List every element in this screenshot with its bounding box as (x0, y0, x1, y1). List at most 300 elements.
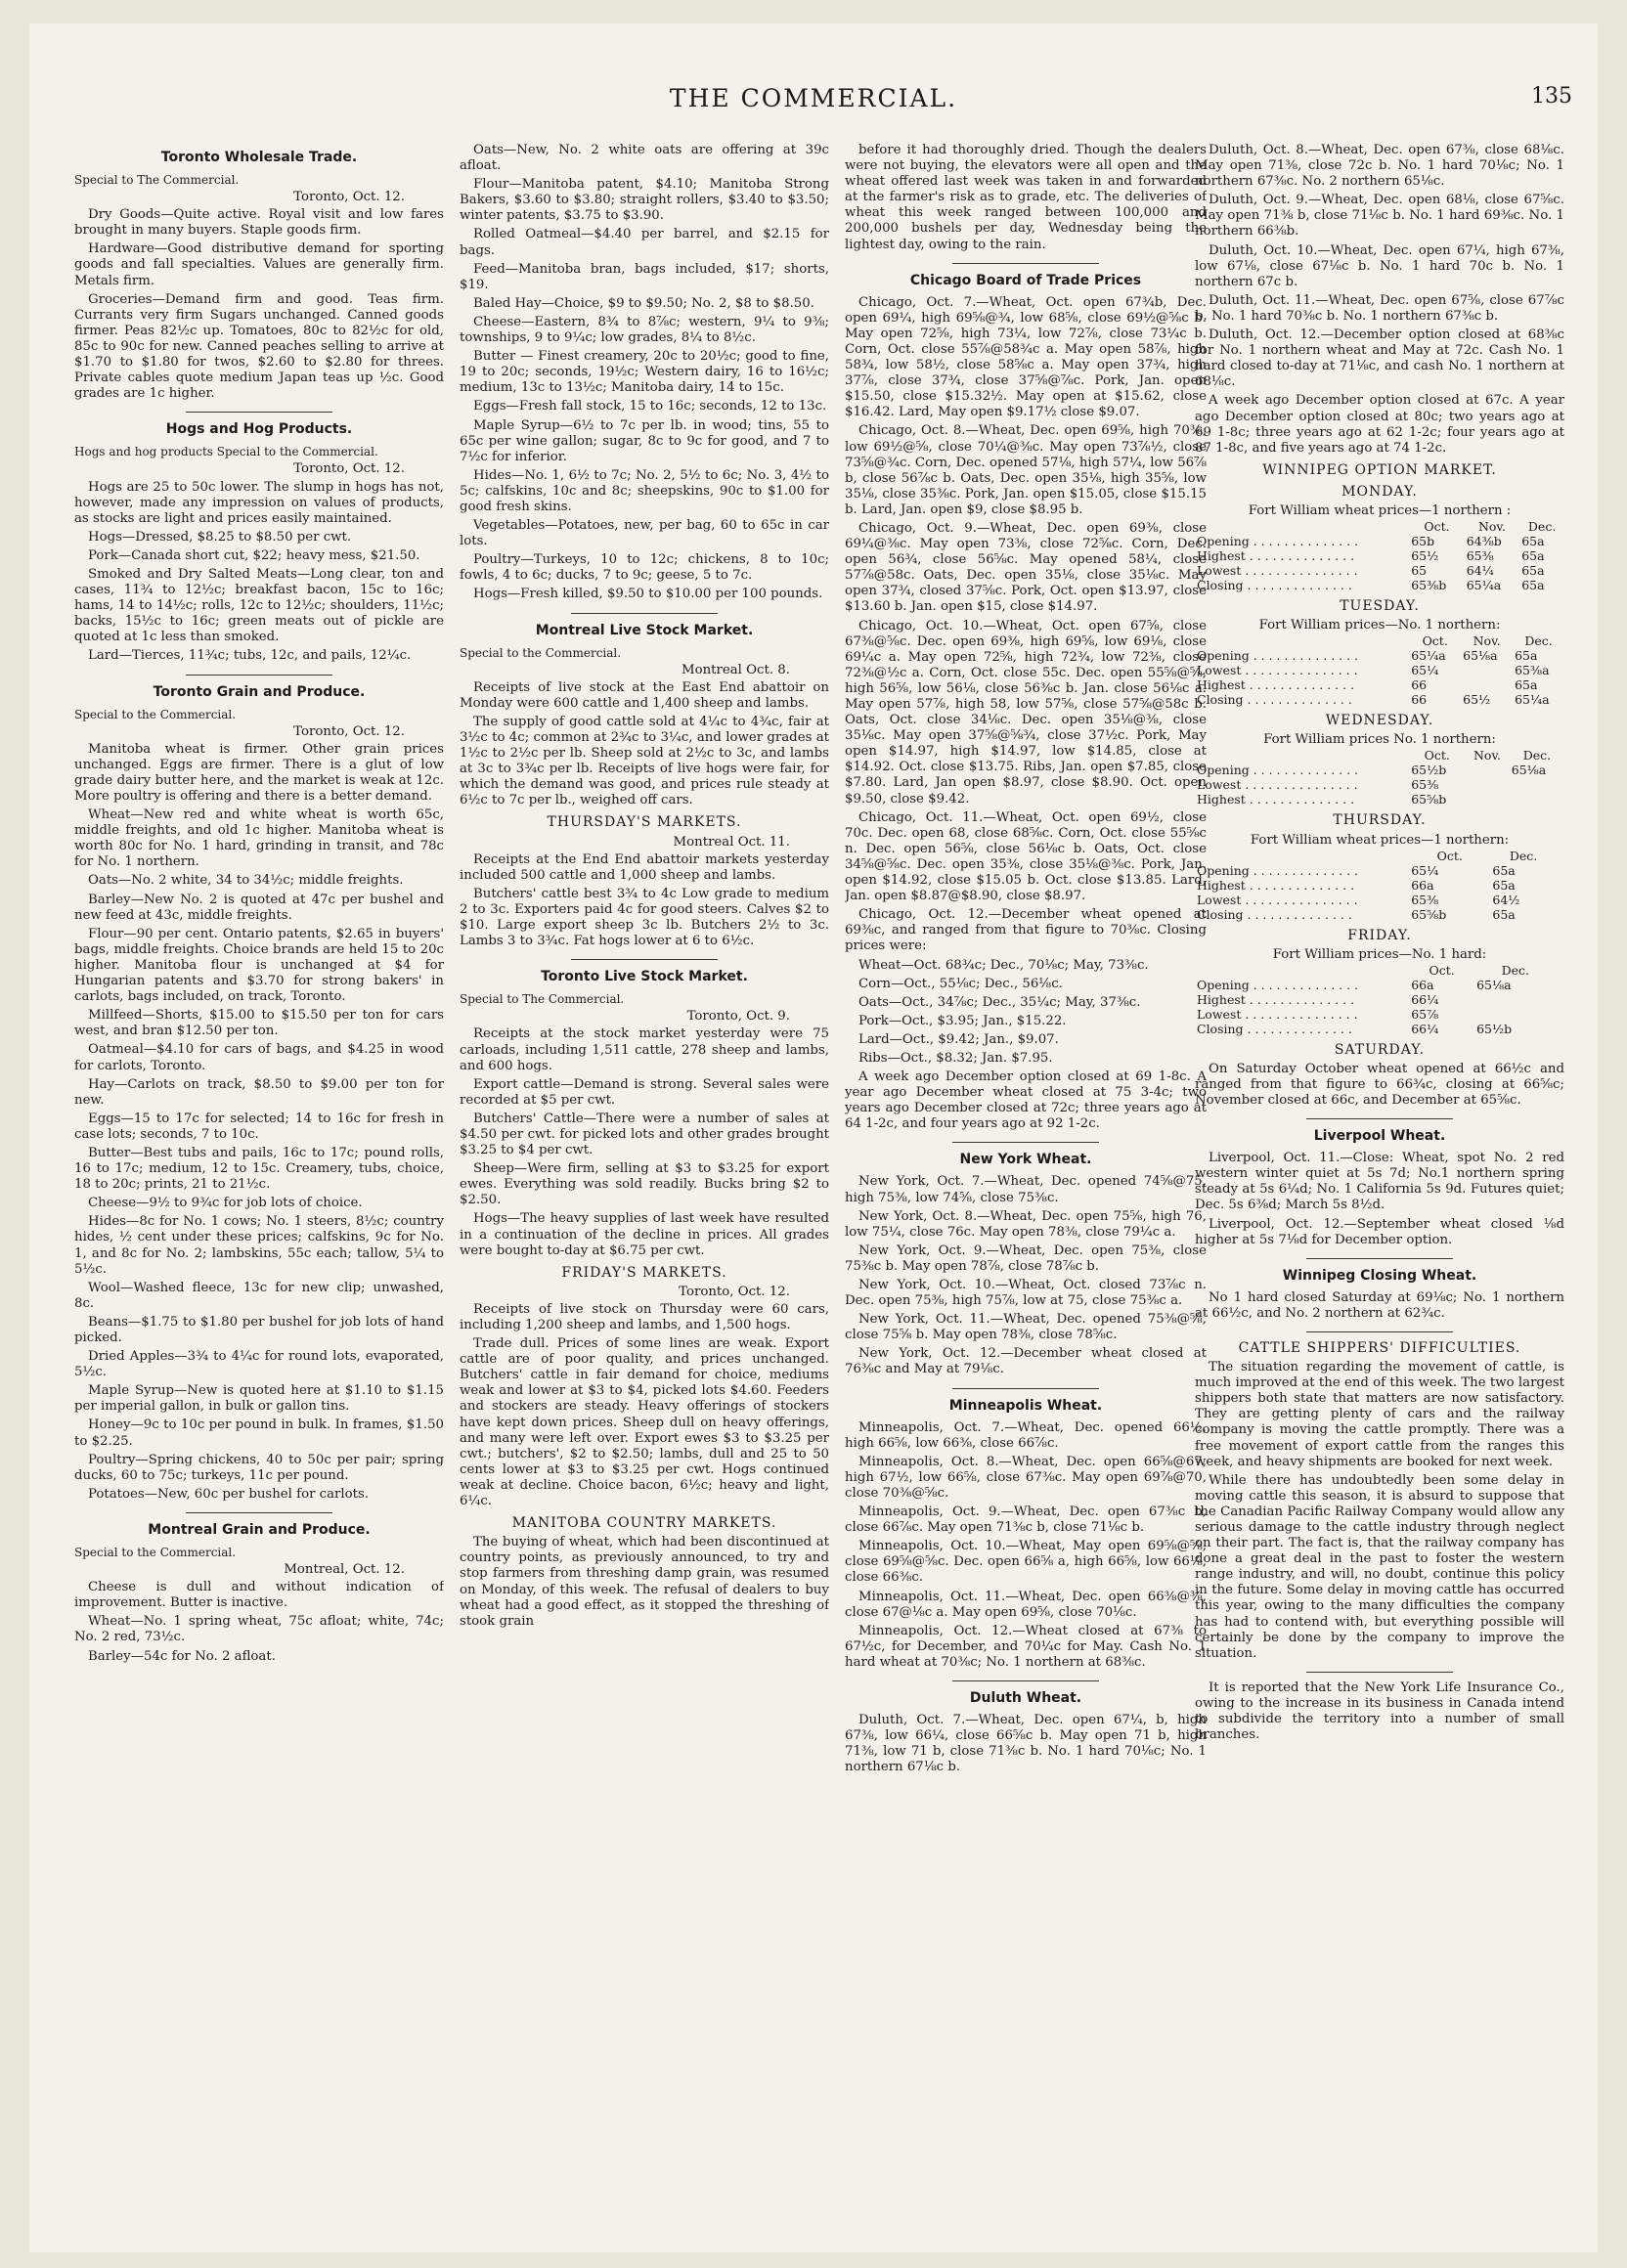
price-cell: 65a (1492, 906, 1516, 922)
column-4 (1195, 143, 1564, 2230)
divider (952, 1142, 1099, 1143)
article-paragraph: New York, Oct. 7.—Wheat, Dec. opened 74⅝@75, high 75⅜, low 74⅝, close 75⅜c. (845, 1174, 1207, 1205)
article-paragraph: Butchers' cattle best 3¾ to 4c Low grade to medium 2 to 3c. Exporters paid 4c for good steers. Calves $2 to $10. Large export sheep 3c lb. Butchers 2½ to 3c. Lambs 3 to 3¾c. Fat hogs lower at 6 to 6½c. (460, 886, 829, 949)
article-paragraph: New York, Oct. 11.—Wheat, Dec. opened 75⅜@⅝, close 75⅝ b. May open 78⅜, close 78⅝c. (845, 1312, 1207, 1343)
price-cell: 65⅜ (1466, 548, 1494, 564)
article-paragraph: Feed—Manitoba bran, bags included, $17; shorts, $19. (460, 261, 829, 292)
page-number: 135 (1531, 84, 1572, 109)
price-row (1195, 663, 1564, 677)
article-paragraph: Cheese—9½ to 9¾c for job lots of choice. (88, 1196, 363, 1211)
column-header: Nov. (1473, 633, 1501, 649)
price-cell (1510, 777, 1564, 792)
price-cell: 65⅝b (1411, 906, 1447, 922)
price-table-header (1195, 849, 1564, 863)
price-cell (1557, 878, 1564, 893)
article-winnipeg-option-market (1195, 462, 1564, 1109)
article-paragraph: Pork—Canada short cut, $22; heavy mess, $21.50. (88, 547, 420, 563)
article-paragraph: Minneapolis, Oct. 12.—Wheat closed at 67⅜ to 67½c, for December, and 70¼c for May. Cash No. 1 hard wheat at 70⅜c; No. 1 northern at 68⅜c. (845, 1623, 1207, 1670)
price-cell: 66a (1411, 877, 1434, 893)
article-paragraph: New York, Oct. 10.—Wheat, Oct. closed 73⅞c n. Dec. open 75⅜, high 75⅞, low at 75, close 75⅜c a. (845, 1278, 1207, 1309)
article-body (74, 480, 444, 665)
price-cell: 65¼a (1515, 692, 1550, 708)
article-body (460, 143, 829, 603)
column-header: Dec. (1509, 848, 1538, 863)
price-row (1195, 763, 1564, 777)
price-cell: 65⅛a (1511, 763, 1547, 778)
divider (186, 1512, 332, 1513)
article-byline: Hogs and hog products Special to the Commercial. (74, 445, 378, 459)
price-row (1195, 548, 1564, 563)
article-heading: Toronto Wholesale Trade. (160, 150, 358, 165)
price-cell: 65⅜b (1411, 578, 1447, 593)
article-paragraph: Duluth, Oct. 10.—Wheat, Dec. open 67¼, high 67⅜, low 67⅛, close 67⅛c b. No. 1 hard 70c b. No. 1 northern 67c b. (1195, 242, 1564, 289)
price-cell: 65¼ (1411, 663, 1439, 678)
article-toronto-wholesale (74, 149, 444, 402)
price-cell: 65⅜a (1515, 663, 1550, 678)
article-heading: Montreal Live Stock Market. (535, 622, 754, 638)
price-cell: 66a (1411, 977, 1434, 992)
article-paragraph: A week ago December option closed at 69 1-8c. A year ago December wheat closed at 75 3-4c; two years ago December closed at 72c; three years ago at 64 1-2c, and four years ago at 92 1-2c. (845, 1069, 1207, 1132)
article-paragraph: Cheese—Eastern, 8¾ to 8⅞c; western, 9¼ to 9⅜; townships, 9 to 9¼c; low grades, 8¼ to 8½c. (460, 314, 829, 346)
article-paragraph: Corn—Oct., 55⅛c; Dec., 56⅛c. (858, 976, 1063, 991)
price-row (1195, 878, 1564, 893)
price-cell: 65¼a (1466, 578, 1502, 593)
article-heading: Winnipeg Closing Wheat. (1282, 1267, 1477, 1284)
price-caption: Fort William prices No. 1 northern: (1263, 732, 1496, 748)
divider (1306, 1118, 1453, 1119)
article-paragraph: Butchers' Cattle—There were a number of sales at $4.50 per cwt. for picked lots and other grades brought $3.25 to $4 per cwt. (460, 1111, 829, 1158)
article-paragraph: The supply of good cattle sold at 4¼c to 4¾c, fair at 3½c to 4c; common at 2¾c to 3¼c, and lower grades at 1½c to 2½c per lb. Sheep sold at 2½c to 3c, and lambs at 3c to 3¾c per lb. Receipts of live hogs were fair, for which the demand was good, and prices rule steady at 6½c to 7c per lb., weighed off cars. (460, 714, 829, 808)
article-heading: Chicago Board of Trade Prices (909, 272, 1142, 288)
price-cell (1474, 1007, 1557, 1022)
article-paragraph: Hides—No. 1, 6½ to 7c; No. 2, 5½ to 6c; No. 3, 4½ to 5c; calfskins, 10c and 8c; sheepskins, 90c to $1.00 for good fresh skins. (460, 467, 829, 514)
article-cattle-shippers (1195, 1340, 1564, 1662)
article-byline: Special to the Commercial. (74, 1545, 237, 1559)
price-cell: 65⅛a (1463, 648, 1498, 664)
row-label: Lowest . . . . . . . . . . . . . . . (1197, 777, 1358, 793)
article-dateline: Montreal Oct. 8. (682, 662, 790, 677)
article-paragraph: before it had thoroughly dried. Though the dealers were not buying, the elevators were all open and the wheat offered last week was taken in and forwarded at the farmer's risk as to grade, etc. The deliveries of wheat this week ranged between 100,000 and 200,000 bushels per day, Wednesday being the lightest day, owing to the rain. (845, 143, 1207, 252)
article-paragraph: New York, Oct. 8.—Wheat, Dec. open 75⅝, high 76, low 75¼, close 76c. May open 78⅜, close 79¼c a. (845, 1208, 1207, 1240)
price-cell: 66 (1411, 677, 1428, 693)
article-paragraph: Millfeed—Shorts, $15.00 to $15.50 per ton for cars west, and bran $12.50 per ton. (74, 1008, 444, 1039)
price-cell: 64⅜b (1466, 534, 1502, 549)
article-paragraph: Oats—No. 2 white, 34 to 34½c; middle freights. (88, 873, 404, 889)
price-cell (1461, 677, 1513, 692)
price-table-header (1195, 519, 1564, 534)
price-cell: 64½ (1492, 892, 1520, 907)
article-paragraph: Duluth, Oct. 12.—December option closed at 68⅜c for No. 1 northern wheat and May at 72c. Cash No. 1 hard closed to-day at 71⅛c, and cash No. 1 northern at 68⅛c. (1195, 327, 1564, 390)
article-paragraph: Lard—Oct., $9.42; Jan., $9.07. (858, 1031, 1059, 1047)
article-paragraph: Receipts of live stock at the East End abattoir on Monday were 600 cattle and 1,400 sheep and lambs. (460, 679, 829, 711)
article-montreal-grain-continued (460, 143, 829, 603)
price-table-header (1195, 963, 1564, 978)
price-cell: 65⅞ (1411, 1006, 1439, 1022)
article-paragraph: Eggs—15 to 17c for selected; 14 to 16c for fresh in case lots; seconds, 7 to 10c. (74, 1111, 444, 1142)
price-cell: 65a (1521, 534, 1545, 549)
article-paragraph: Export cattle—Demand is strong. Several sales were recorded at $5 per cwt. (460, 1076, 829, 1108)
header-spacer (1195, 849, 1409, 863)
column-header: Dec. (1527, 519, 1557, 535)
price-cell: 66 (1411, 692, 1428, 708)
article-body (1195, 1360, 1564, 1662)
article-heading: MANITOBA COUNTRY MARKETS. (511, 1515, 777, 1532)
article-paragraph: Dry Goods—Quite active. Royal visit and low fares brought in many buyers. Staple goods firm. (74, 207, 444, 239)
row-label: Opening . . . . . . . . . . . . . . (1197, 534, 1359, 549)
article-paragraph: Barley—New No. 2 is quoted at 47c per bushel and new feed at 43c, middle freights. (74, 892, 444, 923)
article-dateline: Toronto, Oct. 12. (293, 723, 405, 739)
price-table (1195, 849, 1564, 922)
article-paragraph: Hay—Carlots on track, $8.50 to $9.00 per ton for new. (74, 1076, 444, 1108)
article-paragraph: Hogs are 25 to 50c lower. The slump in hogs has not, however, made any impression on values of products, as stocks are light and prices easily maintained. (74, 479, 444, 526)
article-dateline: Montreal Oct. 11. (673, 834, 790, 850)
divider (571, 613, 718, 614)
article-byline: Special to the Commercial. (74, 707, 237, 721)
price-row (1195, 907, 1564, 922)
article-duluth-wheat (845, 1689, 1207, 1775)
price-caption: Fort William prices—No. 1 hard: (1272, 946, 1487, 962)
article-paragraph: Butter—Best tubs and pails, 16c to 17c; pound rolls, 16 to 17c; medium, 12 to 15c. Creamery, tubs, choice, 18 to 20c; prints, 21 to 21½c. (74, 1145, 444, 1193)
article-minneapolis-wheat (845, 1397, 1207, 1671)
price-cell (1557, 1007, 1564, 1022)
article-paragraph: Barley—54c for No. 2 afloat. (88, 1648, 276, 1664)
article-paragraph: Hogs—The heavy supplies of last week have resulted in a continuation of the decline in prices. All grades were bought to-day at $6.75 per cwt. (460, 1211, 829, 1258)
article-body (460, 852, 829, 950)
row-label: Closing . . . . . . . . . . . . . . (1197, 692, 1352, 708)
article-byline: Special to the Commercial. (460, 645, 622, 660)
price-row (1195, 777, 1564, 792)
price-row (1195, 792, 1564, 807)
divider (186, 675, 332, 676)
article-paragraph: The situation regarding the movement of cattle, is much improved at the end of this week. The two largest shippers both state that matters are now satisfactory. They are getting plenty of cars and the railway company is moving the cattle promptly. There was a free movement of export cattle from the ranges this week, and heavy shipments are booked for next week. (1195, 1360, 1564, 1469)
article-chicago (845, 272, 1207, 1133)
article-paragraph: Chicago, Oct. 10.—Wheat, Oct. open 67⅝, close 67⅜@⅝c. Dec. open 69⅜, high 69⅝, low 69⅛, close 69¼c a. May open 72⅝, high 72¾, low 72⅜, close 72⅜@½c a. Corn, Oct. close 55c. Dec. open 55⅝@⅝, high 56⅝, low 56⅛, close 56⅜c b. Jan. close 56⅛c a. May open 57⅞, high 58, low 57⅝, close 57⅝@58c b. Oats, Oct. close 34⅛c. Dec. open 35⅛@⅜, close 35⅛c. May open 37⅝@⅝¾, close 37½c. Pork, May open $14.97, high $14.97, low $14.85, close at $14.92. Oct. close $13.75. Ribs, Jan. open $7.85, close $7.80. Lard, Jan open $8.97, close $8.90. Oct. open $9.50, close $9.42. (845, 618, 1207, 807)
article-paragraph: Hogs—Fresh killed, $9.50 to $10.00 per 100 pounds. (473, 587, 823, 602)
row-label: Closing . . . . . . . . . . . . . . (1197, 906, 1352, 922)
article-body (460, 680, 829, 809)
column-header: Dec. (1524, 633, 1553, 649)
price-row (1195, 578, 1564, 592)
article-paragraph: Maple Syrup—6½ to 7c per lb. in wood; tins, 55 to 65c per wine gallon; sugar, 8c to 9c for good, and 7 to 7½c for inferior. (460, 417, 829, 464)
row-label: Lowest . . . . . . . . . . . . . . . (1197, 663, 1358, 678)
row-label: Closing . . . . . . . . . . . . . . (1197, 578, 1352, 593)
price-row (1195, 978, 1564, 992)
price-row (1195, 1022, 1564, 1036)
article-paragraph: Eggs—Fresh fall stock, 15 to 16c; seconds, 12 to 13c. (473, 399, 827, 414)
article-hogs (74, 420, 444, 664)
column-1 (74, 143, 444, 2230)
price-cell: 65⅝b (1411, 792, 1447, 807)
article-paragraph: Liverpool, Oct. 11.—Close: Wheat, spot No. 2 red western winter quiet at 5s 7d; No.1 northern spring steady at 5s 6¼d; No. 1 California 5s 9d. Futures quiet; Dec. 5s 6⅜d; March 5s 8½d. (1195, 1151, 1564, 1213)
article-manitoba-continued (845, 143, 1207, 253)
price-cell: 66¼ (1411, 1021, 1439, 1036)
price-cell: 65⅜ (1411, 892, 1439, 907)
column-header: Oct. (1436, 848, 1463, 863)
price-cell: 65½ (1463, 692, 1491, 708)
price-row (1195, 677, 1564, 692)
column-header: Dec. (1522, 748, 1552, 763)
subheading: FRIDAY'S MARKETS. (561, 1264, 727, 1281)
article-winnipeg-closing-wheat (1195, 1267, 1564, 1322)
article-paragraph: Flour—Manitoba patent, $4.10; Manitoba Strong Bakers, $3.60 to $3.80; straight rollers, $3.40 to $3.50; winter patents, $3.75 to $3.90. (460, 177, 829, 224)
article-body (1195, 1151, 1564, 1248)
divider (1306, 1331, 1453, 1332)
day-heading: WEDNESDAY. (1325, 713, 1434, 729)
article-paragraph: Baled Hay—Choice, $9 to $9.50; No. 2, $8 to $8.50. (473, 295, 814, 311)
price-cell: 64¼ (1466, 563, 1494, 579)
divider (952, 263, 1099, 264)
article-body (74, 742, 444, 1503)
divider (1306, 1672, 1453, 1673)
article-paragraph: Beans—$1.75 to $1.80 per bushel for job lots of hand picked. (74, 1314, 444, 1345)
article-paragraph: Minneapolis, Oct. 9.—Wheat, Dec. open 67⅜c b, close 66⅞c. May open 71⅜c b, close 71⅛c b. (845, 1505, 1207, 1536)
price-cell (1557, 1022, 1564, 1036)
price-row (1195, 893, 1564, 907)
column-header: Dec. (1501, 962, 1530, 978)
article-paragraph: Poultry—Turkeys, 10 to 12c; chickens, 8 to 10c; fowls, 4 to 6c; ducks, 7 to 9c; geese, 5 to 7c. (460, 552, 829, 584)
price-cell (1465, 763, 1510, 777)
column-header: Oct. (1429, 962, 1455, 978)
divider (186, 412, 332, 413)
divider (571, 959, 718, 960)
price-cell: 65a (1521, 548, 1545, 564)
article-heading: Hogs and Hog Products. (165, 421, 353, 438)
price-cell: 65a (1521, 563, 1545, 579)
article-heading: Duluth Wheat. (969, 1689, 1082, 1706)
row-label: Highest . . . . . . . . . . . . . . (1197, 677, 1355, 693)
article-paragraph: Wheat—No. 1 spring wheat, 75c afloat; white, 74c; No. 2 red, 73½c. (74, 1614, 444, 1645)
article-dateline: Toronto, Oct. 9. (686, 1009, 790, 1025)
row-label: Highest . . . . . . . . . . . . . . (1197, 548, 1355, 564)
article-paragraph: Minneapolis, Oct. 11.—Wheat, Dec. open 66⅜@⅜, close 67@⅛c a. May open 69⅝, close 70⅛c. (845, 1589, 1207, 1620)
article-body (1195, 143, 1564, 457)
article-dateline: Montreal, Oct. 12. (284, 1562, 405, 1578)
article-paragraph: Oats—New, No. 2 white oats are offering at 39c afloat. (460, 143, 829, 174)
day-heading: TUESDAY. (1340, 598, 1420, 615)
article-paragraph: While there has undoubtedly been some delay in moving cattle this season, it is absurd to suppose that the Canadian Pacific Railway Company would allow any serious damage to the cattle industry through neglect on their part. The fact is, that the railway company has done a great deal in the past to foster the western range industry, and will, no doubt, continue this policy in the future. Some delay in moving cattle has occurred this year, owing to the many difficulties the company has had to contend with, but everything possible will certainly be done by the company to improve the situation. (1195, 1472, 1564, 1661)
article-paragraph: Pork—Oct., $3.95; Jan., $15.22. (858, 1013, 1067, 1028)
row-label: Opening . . . . . . . . . . . . . . (1197, 763, 1359, 778)
article-paragraph: A week ago December option closed at 67c. A year ago December option closed at 80c; two years ago at 69 1-8c; three years ago at 62 1-2c; four years ago at 87 1-8c, and five years ago at 74 1-2c. (1195, 393, 1564, 456)
price-cell (1510, 792, 1564, 807)
article-toronto-live-stock (460, 968, 829, 1509)
price-cell (1557, 978, 1564, 992)
row-label: Opening . . . . . . . . . . . . . . (1197, 862, 1359, 878)
row-label: Opening . . . . . . . . . . . . . . (1197, 648, 1359, 664)
article-duluth-continued (1195, 143, 1564, 457)
article-heading: Toronto Grain and Produce. (153, 683, 366, 700)
article-paragraph: Lard—Tierces, 11¾c; tubs, 12c, and pails, 12¼c. (88, 648, 412, 664)
article-body (845, 1420, 1207, 1671)
article-byline: Special to The Commercial. (460, 992, 625, 1007)
article-paragraph: Chicago, Oct. 8.—Wheat, Dec. open 69⅝, high 70⅜, low 69½@⅝, close 70¼@⅜c. May open 73⅞½, close 73⅝@¾c. Corn, Dec. opened 57⅛, high 57¼, low 56⅞ b, close 56⅞c b. Oats, Dec. open 35⅛, high 35⅝, low 35⅛, close 35⅜c. Pork, Jan. open $15.05, close $15.15 b. Lard, Jan. open $9, close $8.95 b. (845, 423, 1207, 517)
article-body (460, 1302, 829, 1509)
article-body (845, 1713, 1207, 1775)
article-paragraph: Hides—8c for No. 1 cows; No. 1 steers, 8½c; country hides, ½ cent under these prices; calfskins, 9c for No. 1, and 8c for No. 2; lambskins, 55c each; tallow, 5¼ to 5½c. (74, 1214, 444, 1277)
price-cell: 65¼ (1411, 862, 1439, 878)
article-paragraph: The buying of wheat, which had been discontinued at country points, as previously announced, to try and stop farmers from threshing damp grain, was resumed on Monday, of this week. The refusal of dealers to buy wheat had a good effect, as it stopped the threshing of stook grain (460, 1535, 829, 1629)
article-paragraph: Oats—Oct., 34⅞c; Dec., 35¼c; May, 37⅜c. (858, 994, 1141, 1010)
article-paragraph: Chicago, Oct. 12.—December wheat opened at 69⅜c, and ranged from that figure to 70⅜c. Closing prices were: (845, 907, 1207, 954)
article-paragraph: Receipts at the stock market yesterday were 75 carloads, including 1,511 cattle, 278 sheep and lambs, and 600 hogs. (460, 1026, 829, 1073)
article-paragraph: Rolled Oatmeal—$4.40 per barrel, and $2.15 for bags. (460, 227, 829, 258)
article-paragraph: New York, Oct. 12.—December wheat closed at 76⅜c and May at 79⅛c. (845, 1346, 1207, 1377)
header-spacer (1195, 748, 1409, 763)
article-paragraph: Honey—9c to 10c per pound in bulk. In frames, $1.50 to $2.25. (74, 1418, 444, 1449)
article-heading: Minneapolis Wheat. (948, 1397, 1103, 1414)
article-paragraph: Wheat—New red and white wheat is worth 65c, middle freights, and old 1c higher. Manitoba wheat is worth 80c for No. 1 hard, grinding in transit, and 78c for No. 1 northern. (74, 807, 444, 870)
article-heading: Toronto Live Stock Market. (541, 969, 748, 985)
article-paragraph: Duluth, Oct. 11.—Wheat, Dec. open 67⅝, close 67⅞c b. No. 1 hard 70⅜c b. No. 1 northern 67⅜c b. (1195, 292, 1564, 324)
column-header: Nov. (1477, 519, 1506, 535)
article-body (460, 1026, 829, 1258)
article-body (74, 1580, 444, 1664)
price-caption: Fort William prices—No. 1 northern: (1258, 618, 1501, 633)
price-table-header (1195, 633, 1564, 648)
column-2 (460, 143, 829, 2230)
article-manitoba-country-markets (460, 1515, 829, 1630)
article-paragraph: Trade dull. Prices of some lines are weak. Export cattle are of poor quality, and prices unchanged. Butchers' cattle in fair demand for choice, mediums weak and lower at $3 to $4, picked lots $4.60. Feeders and stockers are steady. Heavy offerings of stockers have kept down prices. Sheep dull on heavy offerings, and many were left over. Export ewes $3 to $3.25 per cwt.; butchers', $2 to $2.50; lambs, dull and 25 to 50 cents lower at $3 to $3.25 per cwt. Hogs continued weak at decline. Choice bacon, 6½c; heavy and light, 6¼c. (460, 1336, 829, 1509)
price-cell: 65a (1515, 648, 1538, 664)
price-caption: Fort William wheat prices—1 northern: (1250, 832, 1510, 848)
article-body (845, 1174, 1207, 1377)
price-cell: 65½ (1411, 548, 1439, 564)
article-dateline: Toronto, Oct. 12. (679, 1284, 790, 1299)
article-paragraph: Hogs—Dressed, $8.25 to $8.50 per cwt. (88, 529, 352, 545)
article-heading: CATTLE SHIPPERS' DIFFICULTIES. (1238, 1339, 1521, 1356)
article-paragraph: Chicago, Oct. 11.—Wheat, Oct. open 69½, close 70c. Dec. open 68, close 68⅝c. Corn, Oct. close 55⅝c n. Dec. open 56⅝, close 56⅛c b. Oats, Oct. close 34⅝@⅝c. Dec. open 35⅜, close 35⅛@⅜c. Pork, Jan. open $14.92, close $15.05 b. Oct. close $13.85. Lard, Jan. open $8.87@$8.90, close $8.97. (845, 809, 1207, 904)
row-label: Closing . . . . . . . . . . . . . . (1197, 1021, 1352, 1036)
article-paragraph: Ribs—Oct., $8.32; Jan. $7.95. (858, 1050, 1053, 1066)
article-paragraph: Groceries—Demand firm and good. Teas firm. Currants very firm Sugars unchanged. Canned goods firmer. Peas 82½c up. Tomatoes, 80c to 82½c for old, 85c to 90c for new. Canned peaches selling to arrive at $1.70 to $1.80 for twos, $2.60 to $2.80 for threes. Private cables quote medium Japan teas up ½c. Good grades are 1c higher. (74, 291, 444, 402)
article-paragraph: Butter — Finest creamery, 20c to 20½c; good to fine, 19 to 20c; seconds, 19½c; Western dairy, 16 to 16½c; medium, 13c to 13½c; Manitoba dairy, 14 to 15c. (460, 349, 829, 396)
price-cell: 65b (1411, 534, 1435, 549)
article-paragraph: Flour—90 per cent. Ontario patents, $2.65 in buyers' bags, middle freights. Choice brands are held 15 to 20c higher. Manitoba flour is unchanged at $4 for Hungarian patents and $3.70 for strong bakers' in carlots, bags included, on track, Toronto. (74, 926, 444, 1005)
price-cell (1557, 992, 1564, 1007)
article-paragraph: Minneapolis, Oct. 7.—Wheat, Dec. opened 66½, high 66⅝, low 66⅜, close 66⅞c. (845, 1419, 1207, 1451)
price-cell: 66¼ (1411, 991, 1439, 1007)
price-cell: 65 (1411, 563, 1428, 579)
price-cell: 65½b (1476, 1021, 1513, 1036)
article-body (1195, 1680, 1564, 1743)
article-body (460, 1535, 829, 1630)
article-paragraph: Minneapolis, Oct. 10.—Wheat, May open 69⅝@⅝, close 69⅝@⅝c. Dec. open 66⅝ a, high 66⅝, low 66⅛, close 66⅜c. (845, 1539, 1207, 1586)
price-cell (1557, 893, 1564, 907)
newspaper-page (29, 23, 1598, 2252)
row-label: Highest . . . . . . . . . . . . . . (1197, 991, 1355, 1007)
header-spacer (1195, 633, 1409, 648)
article-paragraph: It is reported that the New York Life Insurance Co., owing to the increase in its business in Canada intend to subdivide the territory into a number of small branches. (1195, 1679, 1564, 1743)
article-paragraph: New York, Oct. 9.—Wheat, Dec. open 75⅜, close 75⅜c b. May open 78⅞, close 78⅞c b. (845, 1243, 1207, 1274)
price-cell (1465, 792, 1510, 807)
row-label: Lowest . . . . . . . . . . . . . . . (1197, 892, 1358, 907)
price-cell: 65⅜ (1411, 777, 1439, 793)
article-paragraph: Smoked and Dry Salted Meats—Long clear, ton and cases, 11¾ to 12½c; breakfast bacon, 15c to 16c; hams, 14 to 14½c; rolls, 12c to 12½c; shoulders, 11½c; backs, 15½c to 16c; green meats out of pickle are quoted at 1c less than smoked. (74, 566, 444, 645)
price-table-header (1195, 748, 1564, 763)
price-cell (1557, 863, 1564, 878)
article-ny-life (1195, 1680, 1564, 1743)
page-title: THE COMMERCIAL. (669, 84, 958, 112)
article-paragraph: Oatmeal—$4.10 for cars of bags, and $4.25 in wood for carlots, Toronto. (74, 1042, 444, 1073)
price-row (1195, 648, 1564, 663)
day-heading: FRIDAY. (1347, 927, 1412, 943)
article-body (74, 207, 444, 402)
header-spacer (1195, 963, 1409, 978)
price-row (1195, 534, 1564, 548)
column-header: Oct. (1424, 748, 1450, 763)
price-cell: 65a (1521, 578, 1545, 593)
column-header (1557, 849, 1564, 863)
row-label: Highest . . . . . . . . . . . . . . (1197, 792, 1355, 807)
day-heading: SATURDAY. (1334, 1041, 1426, 1058)
article-dateline: Toronto, Oct. 12. (293, 461, 405, 477)
subheading: THURSDAY'S MARKETS. (547, 814, 742, 831)
price-cell: 65a (1492, 862, 1516, 878)
price-cell (1461, 663, 1513, 677)
row-label: Opening . . . . . . . . . . . . . . (1197, 977, 1359, 992)
price-table (1195, 963, 1564, 1036)
price-table (1195, 633, 1564, 707)
day-heading: THURSDAY. (1333, 812, 1427, 829)
article-paragraph: On Saturday October wheat opened at 66½c and ranged from that figure to 66¾c, closing at 66⅝c; November closed at 66c, and December at 65⅝c. (1195, 1061, 1564, 1109)
article-paragraph: Maple Syrup—New is quoted here at $1.10 to $1.15 per imperial gallon, in bulk or gallon tins. (74, 1383, 444, 1415)
article-body (845, 143, 1207, 253)
row-label: Lowest . . . . . . . . . . . . . . . (1197, 563, 1358, 579)
column-header: Nov. (1473, 748, 1501, 763)
article-heading: Montreal Grain and Produce. (148, 1521, 371, 1538)
article-paragraph: Duluth, Oct. 8.—Wheat, Dec. open 67⅜, close 68⅛c. May open 71⅜, close 72c b. No. 1 hard 70⅛c; No. 1 northern 67⅜c. No. 2 northern 65⅛c. (1195, 143, 1564, 190)
article-paragraph: Duluth, Oct. 9.—Wheat, Dec. open 68⅛, close 67⅝c. May open 71⅜ b, close 71⅛c b. No. 1 hard 69⅜c. No. 1 northern 66⅜b. (1195, 193, 1564, 240)
column-header: Oct. (1424, 519, 1450, 535)
masthead (29, 84, 1598, 123)
article-paragraph: Duluth, Oct. 7.—Wheat, Dec. open 67¼, b, high 67⅜, low 66¼, close 66⅝c b. May open 71 b, high 71⅜, low 71 b, close 71⅜c b. No. 1 hard 70⅛c; No. 1 northern 67⅛c b. (845, 1712, 1207, 1775)
header-spacer (1195, 519, 1409, 534)
row-label: Highest . . . . . . . . . . . . . . (1197, 877, 1355, 893)
article-paragraph: No 1 hard closed Saturday at 69⅛c; No. 1 northern at 66½c, and No. 2 northern at 62¾c. (1195, 1289, 1564, 1321)
article-paragraph: Minneapolis, Oct. 8.—Wheat, Dec. open 66⅝@67, high 67½, low 66⅝, close 67⅜c. May open 69⅞@70, close 70⅜@⅝c. (845, 1454, 1207, 1501)
article-toronto-grain (74, 683, 444, 1503)
price-row (1195, 692, 1564, 707)
article-liverpool-wheat (1195, 1127, 1564, 1248)
price-cell: 65⅛a (1476, 977, 1512, 992)
price-caption: Fort William wheat prices—1 northern : (1248, 502, 1512, 518)
article-paragraph: Wool—Washed fleece, 13c for new clip; unwashed, 8c. (74, 1280, 444, 1311)
article-paragraph: Receipts of live stock on Thursday were 60 cars, including 1,200 sheep and lambs, and 1,500 hogs. (460, 1301, 829, 1332)
price-cell: 65a (1515, 677, 1538, 693)
article-new-york-wheat (845, 1151, 1207, 1377)
article-paragraph: Poultry—Spring chickens, 40 to 50c per pair; spring ducks, 60 to 75c; turkeys, 11c per pound. (74, 1452, 444, 1483)
article-paragraph: Wheat—Oct. 68¾c; Dec., 70⅛c; May, 73⅜c. (858, 957, 1149, 973)
article-paragraph: Chicago, Oct. 9.—Wheat, Dec. open 69⅜, close 69¼@⅜c. May open 73⅜, close 72⅝c. Corn, Dec. open 56¾, close 56⅝c. May opened 58¼, close 57⅞@58c. Oats, Dec. open 35⅛, close 35⅛c. May open 37¾, closed 37⅝c. Pork, Oct. open $13.97, close $13.60 b. Jan. open $15, close $14.97. (845, 520, 1207, 615)
article-paragraph: Vegetables—Potatoes, new, per bag, 60 to 65c in car lots. (460, 518, 829, 549)
price-table (1195, 748, 1564, 807)
article-body (845, 295, 1207, 955)
price-cell: 65a (1492, 877, 1516, 893)
article-paragraph: Liverpool, Oct. 12.—September wheat closed ⅛d higher at 5s 7⅛d for December option. (1195, 1216, 1564, 1247)
closing-prices-list (845, 958, 1207, 1068)
article-montreal-live-stock (460, 622, 829, 950)
article-dateline: Toronto, Oct. 12. (293, 190, 405, 205)
article-paragraph: Chicago, Oct. 7.—Wheat, Oct. open 67¾b, Dec. open 69¼, high 69⅝@¾, low 68⅝, close 69½@⅝c b. May open 72⅝, high 73¼, low 72⅞, close 73¼c b. Corn, Oct. close 55⅞@58¾c a. May open 58⅞, high 58¾, low 58½, close 58⅝c a. May open 37¾, high 37⅞, close 37¾, close 37⅝@⅞c. Pork, Jan. open $15.50, close $15.32½. May open at $15.62, close $16.42. Lard, May open $9.17½ close $9.07. (845, 294, 1207, 420)
article-heading: New York Wheat. (959, 1152, 1092, 1168)
article-byline: Special to The Commercial. (74, 173, 240, 187)
article-paragraph: Receipts at the End End abattoir markets yesterday included 500 cattle and 1,000 sheep and lambs. (460, 851, 829, 883)
article-body (1195, 1290, 1564, 1322)
price-cell: 65¼a (1411, 648, 1446, 664)
article-paragraph: Dried Apples—3¾ to 4¼c for round lots, evaporated, 5½c. (74, 1349, 444, 1380)
option-market-days (1195, 484, 1564, 1036)
price-cell (1465, 777, 1510, 792)
